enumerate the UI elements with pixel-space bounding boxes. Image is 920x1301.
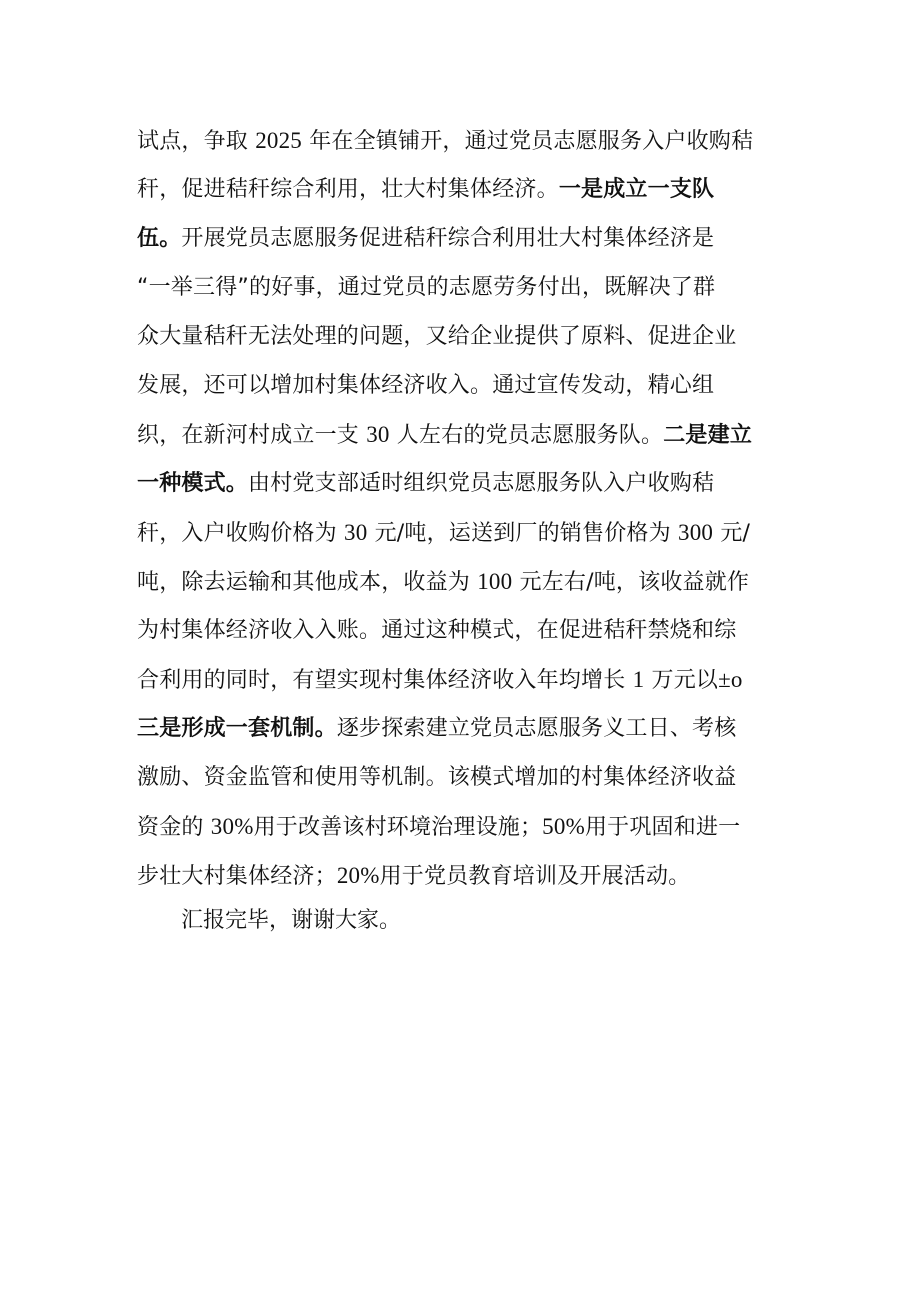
bold-text-run: 一是成立一支队 bbox=[558, 177, 715, 202]
text-line bbox=[137, 459, 777, 508]
text-line bbox=[137, 851, 777, 900]
numeral-text-run: 30 bbox=[366, 422, 390, 447]
text-run: “一举三得”的好事，通过党员的志愿劳务付出，既解决了群 bbox=[137, 275, 716, 300]
text-run: 发展，还可以增加村集体经济收入。通过宣传发动，精心组 bbox=[137, 373, 715, 398]
text-run: 用于巩固和进一 bbox=[584, 815, 741, 840]
numeral-text-run: 1 bbox=[632, 667, 645, 692]
numeral-text-run: 2025 bbox=[255, 128, 303, 153]
text-run: 开展党员志愿服务促进秸秆综合利用壮大村集体经济是 bbox=[181, 226, 715, 251]
text-line bbox=[137, 116, 777, 165]
text-run: 秆，促进秸秆综合利用，壮大村集体经济。 bbox=[137, 177, 559, 202]
text-run: 合利用的同时，有望实现村集体经济收入年均增长 bbox=[137, 668, 633, 693]
bold-text-run: 一种模式。 bbox=[137, 471, 249, 496]
numeral-text-run: 30% bbox=[210, 814, 254, 839]
body-paragraph bbox=[137, 116, 777, 900]
text-run: 由村党支部适时组织党员志愿服务队入户收购秸 bbox=[248, 471, 715, 496]
text-run: 逐步探索建立党员志愿服务义工日、考核 bbox=[336, 716, 737, 741]
bold-text-run: 伍。 bbox=[137, 226, 182, 251]
text-run: 用于改善该村环境治理设施； bbox=[253, 815, 543, 840]
text-run: 激励、资金监管和使用等机制。该模式增加的村集体经济收益 bbox=[137, 765, 737, 790]
text-run: 为村集体经济收入入账。通过这种模式，在促进秸秆禁烧和综 bbox=[137, 618, 737, 643]
text-line bbox=[137, 704, 777, 753]
text-line bbox=[137, 802, 777, 851]
text-line bbox=[137, 214, 777, 263]
text-run: 用于党员教育培训及开展活动。 bbox=[379, 864, 691, 889]
text-line bbox=[137, 312, 777, 361]
text-run: 秆，入户收购价格为 bbox=[137, 521, 344, 546]
numeral-text-run: 50% bbox=[542, 814, 585, 839]
bold-text-run: 二是建立 bbox=[663, 423, 753, 448]
text-run: 试点，争取 bbox=[137, 129, 256, 154]
closing-line: 汇报完毕，谢谢大家。 bbox=[181, 908, 402, 933]
text-run: 元/吨，运送到厂的销售价格为 bbox=[367, 521, 679, 546]
numeral-text-run: 100 bbox=[477, 569, 513, 594]
text-line bbox=[137, 655, 777, 704]
text-run: 人左右的党员志愿服务队。 bbox=[389, 423, 664, 448]
text-line bbox=[137, 165, 777, 214]
numeral-text-run: 300 bbox=[678, 520, 714, 545]
text-line bbox=[137, 410, 777, 459]
numeral-text-run: 30 bbox=[344, 520, 368, 545]
text-line bbox=[137, 508, 777, 557]
text-run: 资金的 bbox=[137, 815, 211, 840]
text-line bbox=[137, 263, 777, 312]
text-run: 步壮大村集体经济； bbox=[137, 864, 337, 889]
text-run: 元左右/吨，该收益就作 bbox=[512, 570, 750, 595]
text-line bbox=[137, 557, 777, 606]
text-line bbox=[137, 606, 777, 655]
text-run: 织，在新河村成立一支 bbox=[137, 423, 367, 448]
numeral-text-run: ±o bbox=[718, 667, 743, 692]
bold-text-run: 三是形成一套机制。 bbox=[137, 716, 337, 741]
text-run: 年在全镇铺开，通过党员志愿服务入户收购秸 bbox=[302, 129, 754, 154]
text-run: 吨，除去运输和其他成本，收益为 bbox=[137, 570, 478, 595]
text-line bbox=[137, 753, 777, 802]
text-line bbox=[137, 361, 777, 410]
text-run: 元/ bbox=[713, 521, 751, 546]
text-run: 众大量秸秆无法处理的问题，又给企业提供了原料、促进企业 bbox=[137, 324, 737, 349]
numeral-text-run: 20% bbox=[336, 863, 380, 888]
text-run: 万元以 bbox=[644, 668, 719, 693]
